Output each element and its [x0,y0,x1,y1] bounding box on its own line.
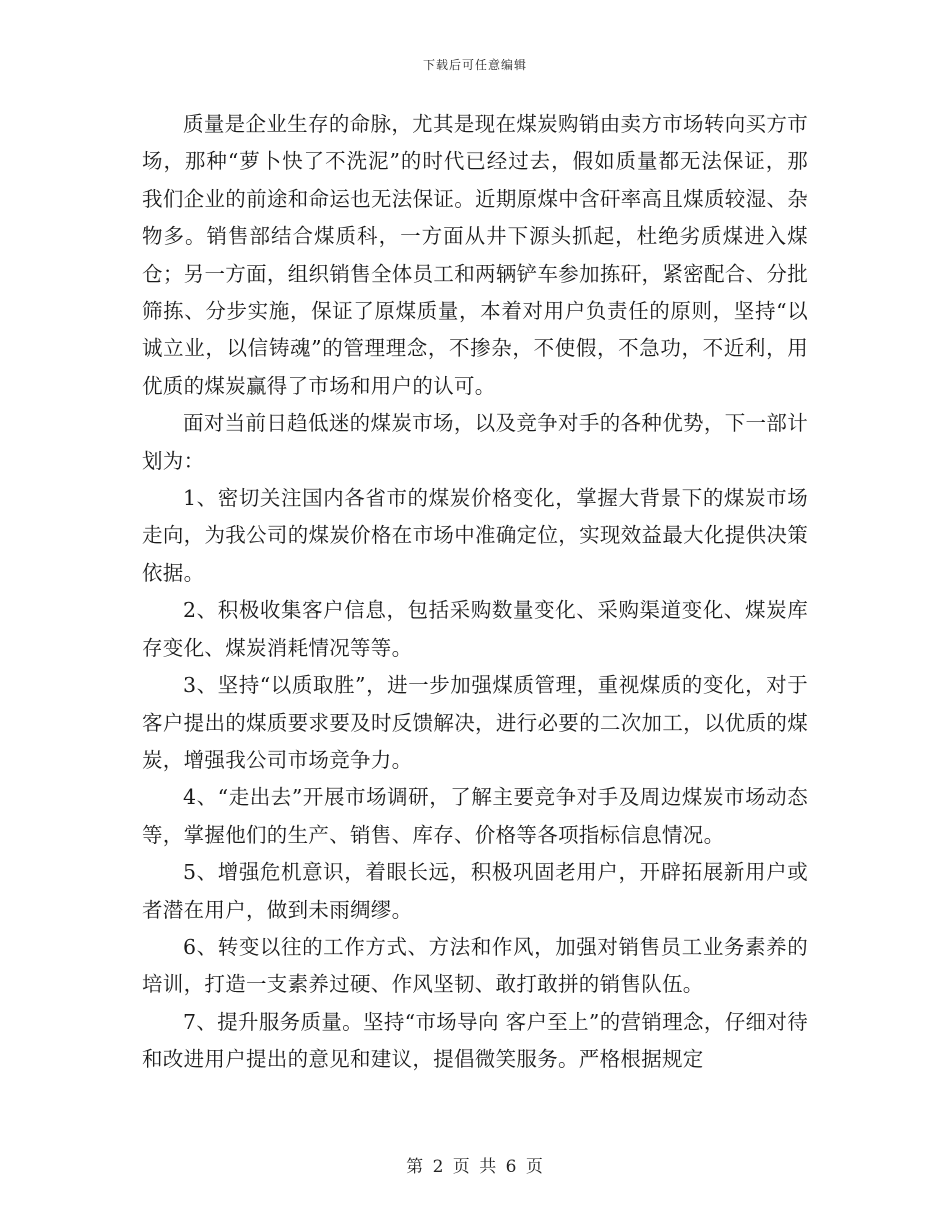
page-number: 第 2 页 共 6 页 [406,1157,544,1177]
paragraph-plan-item-1: 1、密切关注国内各省市的煤炭价格变化，掌握大背景下的煤炭市场走向，为我公司的煤炭价格在市场中准确定位，实现效益最大化提供决策依据。 [142,486,808,585]
paragraph-plan-item-6: 6、转变以往的工作方式、方法和作风，加强对销售员工业务素养的培训，打造一支素养过硬、作风坚韧、敢打敢拼的销售队伍。 [142,934,808,997]
paragraph-plan-item-5: 5、增强危机意识，着眼长远，积极巩固老用户，开辟拓展新用户或者潜在用户，做到未雨绸缪。 [142,860,808,922]
paragraph-plan-item-7: 7、提升服务质量。坚持“市场导向 客户至上”的营销理念，仔细对待和改进用户提出的意见和建议，提倡微笑服务。严格根据规定 [142,1009,808,1072]
paragraph-plan-intro: 面对当前日趋低迷的煤炭市场，以及竞争对手的各种优势，下一部计划为： [142,411,808,473]
paragraph-plan-item-2: 2、积极收集客户信息，包括采购数量变化、采购渠道变化、煤炭库存变化、煤炭消耗情况等等。 [142,598,808,660]
paragraph-quality: 质量是企业生存的命脉，尤其是现在煤炭购销由卖方市场转向买方市场，那种“萝卜快了不洗泥”的时代已经过去，假如质量都无法保证，那我们企业的前途和命运也无法保证。近期原煤中含矸率高且煤质较湿、杂物多。销售部结合煤质科，一方面从井下源头抓起，杜绝劣质煤进入煤仓；另一方面，组织销售全体员工和两辆铲车参加拣矸，紧密配合、分批筛拣、分步实施，保证了原煤质量，本着对用户负责任的原则，坚持“以诚立业，以信铸魂”的管理理念，不掺杂，不使假，不急功，不近利，用优质的煤炭赢得了市场和用户的认可。 [142,112,808,398]
page-header-note: 下载后可任意编辑 [422,58,527,72]
paragraph-plan-item-3: 3、坚持“以质取胜”，进一步加强煤质管理，重视煤质的变化，对于客户提出的煤质要求要及时反馈解决，进行必要的二次加工，以优质的煤炭，增强我公司市场竞争力。 [142,673,808,772]
document-body [142,106,808,1079]
paragraph-plan-item-4: 4、“走出去”开展市场调研，了解主要竞争对手及周边煤炭市场动态等，掌握他们的生产、销售、库存、价格等各项指标信息情况。 [142,785,808,847]
